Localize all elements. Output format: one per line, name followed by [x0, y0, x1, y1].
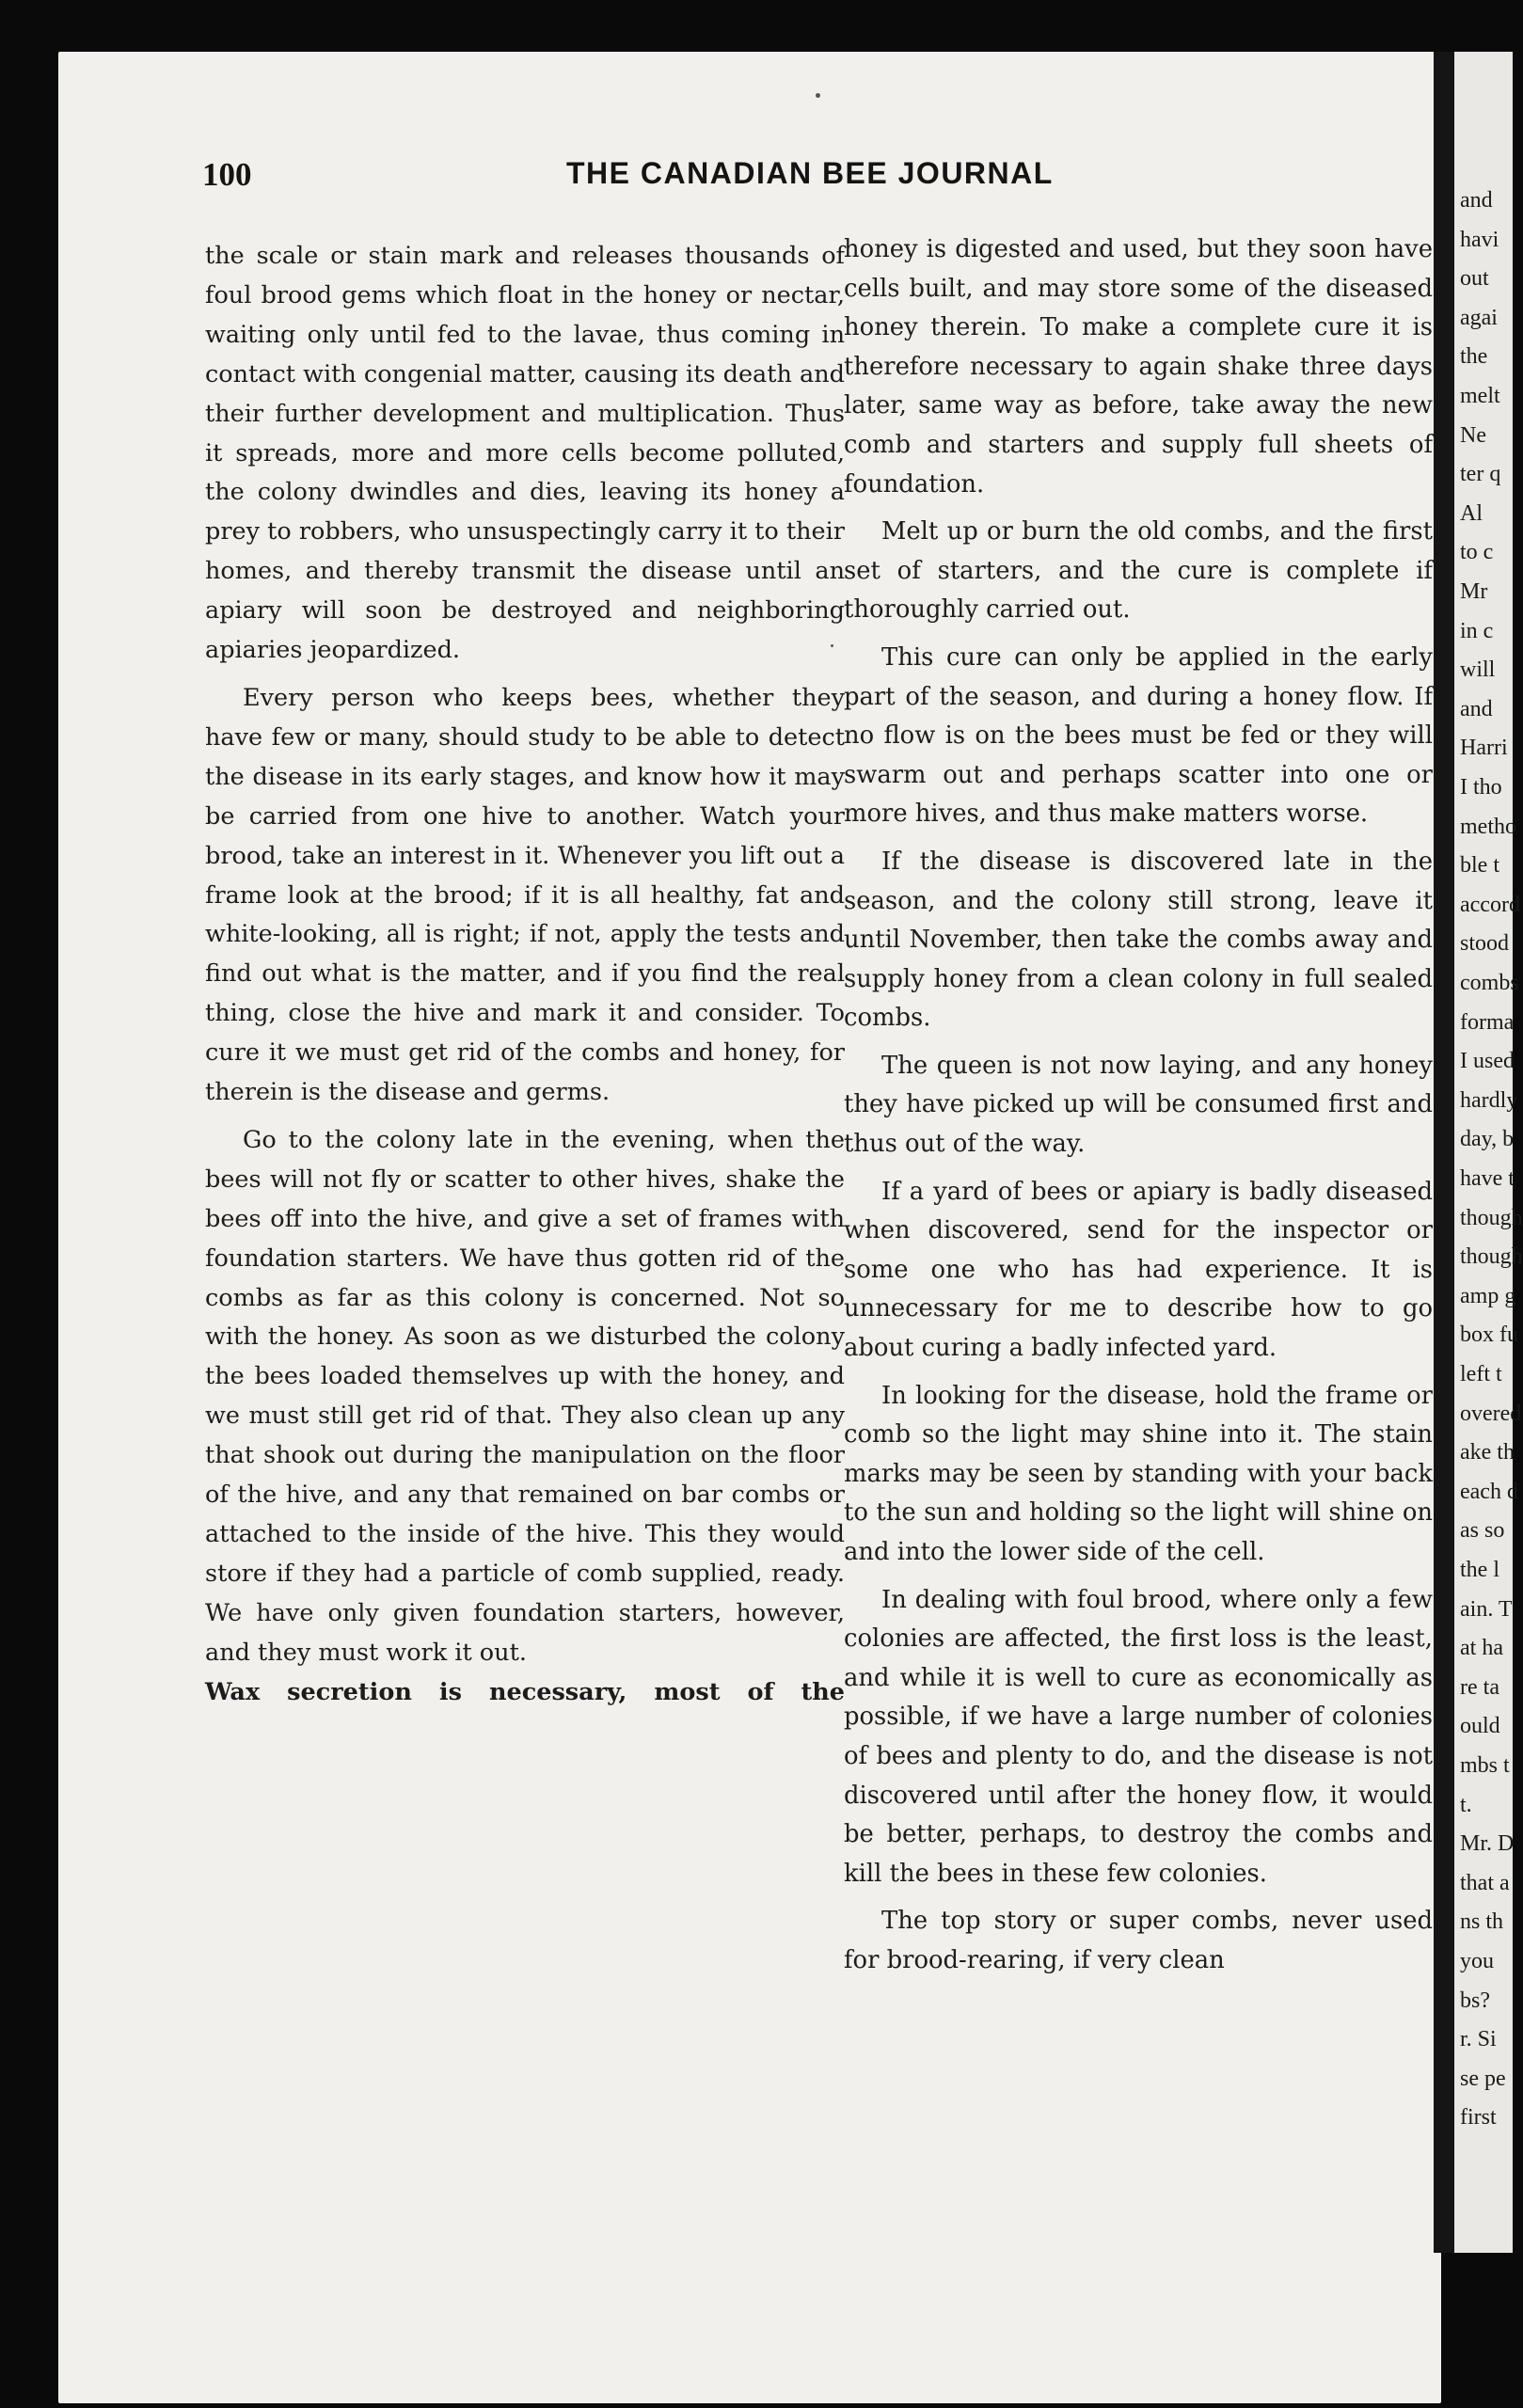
facing-page-fragment: ould [1460, 1714, 1500, 1739]
facing-page-fragment: combs [1460, 971, 1519, 995]
facing-page-fragment: havi [1460, 227, 1499, 252]
facing-page-fragment: metho [1460, 814, 1516, 839]
facing-page-fragment: agai [1460, 305, 1498, 330]
paragraph: In dealing with foul brood, where only a few colonies are affected, the first loss is the least, and while it is well to cure as economically as possible, if we have a large number of colonies of bees and plenty to do, and the disease is not discovered until after the honey flow, it would be better, perhaps, to destroy the combs and kill the bees in these few colonies. [844, 1585, 1433, 1888]
paragraph: If the disease is discovered late in the season, and the colony still strong, leave it until November, then take the combs away and supply honey from a clean colony in full sealed combs. [844, 847, 1433, 1033]
facing-page-fragment: and [1460, 696, 1493, 721]
page-number: 100 [202, 156, 252, 193]
facing-page-fragment: Al [1460, 500, 1483, 526]
facing-page-fragment: out [1460, 266, 1489, 292]
facing-page-fragment: at ha [1460, 1636, 1503, 1661]
facing-page-fragment: stood [1460, 931, 1510, 957]
right-column [844, 230, 1433, 1989]
paragraph: the scale or stain mark and releases thousands of foul brood gems which float in the honey or nectar, waiting only until fed to the lavae, thus coming in contact with congenial matter, causing its death and their further development and multiplication. Thus it spreads, more and more cells become polluted, the colony dwindles and dies, leaving its honey a prey to robbers, who unsuspectingly carry it to their homes, and thereby transmit the disease until an apiary will soon be destroyed and neighboring apiaries jeopardized. [205, 242, 845, 665]
facing-page-fragment: ter q [1460, 462, 1501, 487]
facing-page-fragment: bs? [1460, 1988, 1490, 2013]
facing-page-fragment: forma [1460, 1009, 1515, 1035]
facing-page-fragment: melt [1460, 384, 1500, 408]
facing-page-fragment: amp g [1460, 1283, 1516, 1308]
facing-page-fragment: ns th [1460, 1909, 1504, 1935]
facing-page-fragment: you [1460, 1949, 1494, 1973]
facing-page-fragment: overed [1460, 1401, 1522, 1426]
book-gutter [1434, 52, 1454, 2253]
paragraph: If a yard of bees or apiary is badly diseased when discovered, send for the inspector or some one who has had experience. It is unnecessary for me to describe how to go about curing a badly infected yard. [844, 1177, 1433, 1363]
facing-page-fragment: the [1460, 344, 1488, 370]
facing-page-fragment: as so [1460, 1518, 1505, 1544]
paragraph-last-line: Wax secretion is necessary, most of the [205, 1677, 845, 1706]
print-speck [816, 93, 820, 98]
facing-page-fragment: t. [1460, 1792, 1472, 1817]
paragraph: The queen is not now laying, and any honey they have picked up will be consumed first and thus out of the way. [844, 1051, 1433, 1159]
facing-page-fragment: though [1460, 1244, 1523, 1270]
paragraph: In looking for the disease, hold the frame or comb so the light may shine into it. The stain marks may be seen by standing with your back to the sun and holding so the light will shine on and into the lower side of the cell. [844, 1381, 1433, 1566]
facing-page-fragment: ain. T [1460, 1596, 1513, 1622]
left-column [205, 237, 845, 1721]
facing-page-fragment: re ta [1460, 1674, 1499, 1700]
facing-page-fragment: r. Si [1460, 2027, 1497, 2052]
facing-page-fragment: mbs t [1460, 1753, 1510, 1778]
paragraph: Go to the colony late in the evening, when the bees will not fly or scatter to other hives, shake the bees off into the hive, and give a set of frames with foundation starters. We have thus gotten rid of the combs as far as this colony is concerned. Not so with the honey. As soon as we disturbed the colony the bees loaded themselves up with the honey, and we must still get rid of that. They also clean up any that shook out during the manipulation on the floor of the hive, and any that remained on bar combs or attached to the inside of the hive. This they would store if they had a particle of comb supplied, ready. We have only given foundation starters, however, and they must work it out. [205, 1125, 845, 1667]
facing-page-fragment: have t [1460, 1166, 1515, 1191]
paragraph: This cure can only be applied in the early part of the season, and during a honey flow. If no flow is on the bees must be fed or they will swarm out and perhaps scatter into one or more hives, and thus make matters worse. [844, 642, 1433, 829]
facing-page-fragment: left t [1460, 1362, 1502, 1386]
facing-page-fragment: I used [1460, 1049, 1515, 1074]
facing-page-fragment: ake th [1460, 1440, 1515, 1465]
journal-title: THE CANADIAN BEE JOURNAL [566, 156, 1054, 190]
facing-page-fragment: each d [1460, 1479, 1518, 1504]
paragraph: Every person who keeps bees, whether they have few or many, should study to be able to detect the disease in its early stages, and know how it may be carried from one hive to another. Watch your brood, take an interest in it. Whenever you lift out a frame look at the brood; if it is all healthy, fat and white-looking, all is right; if not, apply the tests and find out what is the matter, and if you find the real thing, close the hive and mark it and consider. To cure it we must get rid of the combs and honey, for therein is the disease and germs. [205, 683, 845, 1107]
facing-page-fragment: ble t [1460, 853, 1499, 879]
facing-page-fragment: Mr [1460, 579, 1488, 604]
paragraph: honey is digested and used, but they soon have cells built, and may store some of the diseased honey therein. To make a complete cure it is therefore necessary to again shake three days later, same way as before, take away the new comb and starters and supply full sheets of foundation. [844, 235, 1433, 499]
facing-page-fragment: accord [1460, 892, 1520, 917]
facing-page-fragment: in c [1460, 618, 1494, 643]
facing-page-fragment: hardly [1460, 1087, 1518, 1113]
page-header [202, 152, 1143, 198]
facing-page-fragment: that a [1460, 1870, 1510, 1895]
facing-page-fragment: day, b [1460, 1127, 1515, 1152]
paragraph: Melt up or burn the old combs, and the first set of starters, and the cure is complete if thoroughly carried out. [844, 517, 1433, 625]
facing-page-fragment: Ne [1460, 422, 1486, 448]
paragraph: The top story or super combs, never used for brood-rearing, if very clean [844, 1907, 1433, 1974]
facing-page-fragment: se pe [1460, 2066, 1506, 2091]
facing-page-fragment: to c [1460, 540, 1494, 565]
facing-page-fragment: will [1460, 657, 1496, 683]
facing-page-edge [1454, 52, 1523, 2253]
facing-page-fragment: I tho [1460, 775, 1502, 800]
facing-page-fragment: though [1460, 1205, 1523, 1230]
facing-page-fragment: Mr. D [1460, 1831, 1515, 1857]
facing-page-fragment: first [1460, 2105, 1497, 2131]
facing-page-fragment: Harri [1460, 736, 1508, 761]
facing-page-fragment: the l [1460, 1558, 1499, 1582]
facing-page-fragment: box fu [1460, 1323, 1518, 1348]
facing-page-fragment: and [1460, 188, 1493, 213]
